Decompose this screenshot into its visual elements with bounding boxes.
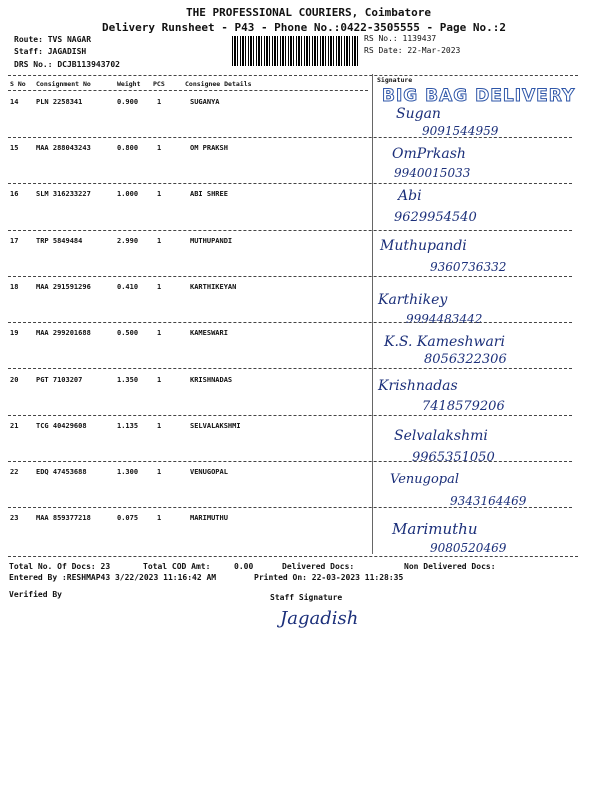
row-consignment: TCG 40429608 <box>36 422 87 430</box>
row-weight: 2.990 <box>117 237 139 245</box>
drs-number: DRS No.: DCJB113943702 <box>14 60 120 69</box>
row-consignment: PGT 7103207 <box>36 376 83 384</box>
row-weight: 0.900 <box>117 98 139 106</box>
total-cod-label: Total COD Amt: <box>143 562 211 571</box>
staff-signature-mark: Jagadish <box>280 608 359 629</box>
signature-column-divider <box>372 74 373 554</box>
row-divider <box>8 322 572 323</box>
row-phone: 9080520469 <box>430 541 507 555</box>
row-sno: 17 <box>10 237 19 245</box>
row-weight: 1.350 <box>117 376 139 384</box>
header-divider-top <box>8 75 578 76</box>
row-consignment: SLM 316233227 <box>36 190 91 198</box>
row-consignee: VENUGOPAL <box>190 468 228 476</box>
row-sno: 22 <box>10 468 19 476</box>
rs-date: RS Date: 22-Mar-2023 <box>364 46 461 55</box>
printed-on: Printed On: 22-03-2023 11:28:35 <box>254 573 404 582</box>
row-divider <box>8 415 572 416</box>
staff-signature-label: Staff Signature <box>270 593 343 602</box>
row-pcs: 1 <box>157 98 162 106</box>
row-consignee: SELVALAKSHMI <box>190 422 241 430</box>
header-divider-bottom <box>8 90 368 91</box>
row-consignment: EDQ 47453688 <box>36 468 87 476</box>
row-pcs: 1 <box>157 283 162 291</box>
staff-label: Staff: JAGADISH <box>14 47 87 56</box>
row-pcs: 1 <box>157 190 162 198</box>
row-weight: 0.075 <box>117 514 139 522</box>
row-consignee: ABI SHREE <box>190 190 228 198</box>
row-consignee: MARIMUTHU <box>190 514 228 522</box>
row-consignment: MAA 299201688 <box>36 329 91 337</box>
row-signature: Karthikey <box>378 292 448 308</box>
col-pcs: PCS <box>153 80 165 88</box>
row-weight: 0.500 <box>117 329 139 337</box>
verified-by: Verified By <box>9 590 62 599</box>
col-sno: S No <box>10 80 26 88</box>
row-phone: 9629954540 <box>394 210 477 225</box>
row-consignment: TRP 5849484 <box>36 237 83 245</box>
row-pcs: 1 <box>157 422 162 430</box>
row-pcs: 1 <box>157 237 162 245</box>
row-signature: Muthupandi <box>380 238 467 254</box>
row-consignment: MAA 859377218 <box>36 514 91 522</box>
row-sno: 16 <box>10 190 19 198</box>
rs-number: RS No.: 1139437 <box>364 34 437 43</box>
row-phone: 9360736332 <box>430 260 507 274</box>
row-consignee: MUTHUPANDI <box>190 237 233 245</box>
row-signature: Selvalakshmi <box>394 428 488 444</box>
row-divider <box>8 461 572 462</box>
col-signature: Signature <box>377 76 413 84</box>
row-sno: 20 <box>10 376 19 384</box>
row-pcs: 1 <box>157 514 162 522</box>
row-signature: Abi <box>398 188 422 204</box>
row-consignee: SUGANYA <box>190 98 220 106</box>
row-divider <box>8 137 572 138</box>
total-cod-value: 0.00 <box>234 562 254 571</box>
row-consignee: KARTHIKEYAN <box>190 283 237 291</box>
row-weight: 1.135 <box>117 422 139 430</box>
table-bottom-divider <box>8 556 578 557</box>
barcode <box>232 36 358 66</box>
row-consignment: MAA 291591296 <box>36 283 91 291</box>
row-sno: 19 <box>10 329 19 337</box>
row-consignee: KRISHNADAS <box>190 376 233 384</box>
row-phone: 9965351050 <box>412 450 495 465</box>
entered-by: Entered By :RESHMAP43 3/22/2023 11:16:42 AM <box>9 573 217 582</box>
row-consignee: OM PRAKSH <box>190 144 228 152</box>
col-consignment: Consignment No <box>36 80 91 88</box>
row-signature: K.S. Kameshwari <box>384 334 505 350</box>
row-pcs: 1 <box>157 376 162 384</box>
row-divider <box>8 507 572 508</box>
col-weight: Weight <box>117 80 141 88</box>
row-sno: 18 <box>10 283 19 291</box>
row-consignee: KAMESWARI <box>190 329 228 337</box>
row-sno: 15 <box>10 144 19 152</box>
row-signature: Sugan <box>396 106 441 122</box>
row-consignment: MAA 288043243 <box>36 144 91 152</box>
row-phone: 9994483442 <box>406 312 483 326</box>
row-weight: 0.410 <box>117 283 139 291</box>
row-signature: Venugopal <box>390 472 460 487</box>
col-consignee: Consignee Details <box>185 80 252 88</box>
company-title: THE PROFESSIONAL COURIERS, Coimbatore <box>186 6 432 19</box>
row-consignment: PLN 2258341 <box>36 98 83 106</box>
delivered-docs: Delivered Docs: <box>282 562 355 571</box>
row-divider <box>8 368 572 369</box>
route-label: Route: TVS NAGAR <box>14 35 92 44</box>
row-signature: OmPrkash <box>392 146 466 162</box>
row-phone: 9091544959 <box>422 124 499 138</box>
row-divider <box>8 183 572 184</box>
row-pcs: 1 <box>157 144 162 152</box>
row-sno: 23 <box>10 514 19 522</box>
row-weight: 1.300 <box>117 468 139 476</box>
row-phone: 8056322306 <box>424 352 507 367</box>
row-sno: 14 <box>10 98 19 106</box>
row-divider <box>8 276 572 277</box>
row-pcs: 1 <box>157 468 162 476</box>
total-docs: Total No. Of Docs: 23 <box>9 562 111 571</box>
row-phone: 9343164469 <box>450 494 527 508</box>
non-delivered-docs: Non Delivered Docs: <box>404 562 496 571</box>
runsheet-subtitle: Delivery Runsheet - P43 - Phone No.:0422-3505555 - Page No.:2 <box>102 21 506 34</box>
row-signature: Krishnadas <box>378 378 458 394</box>
row-pcs: 1 <box>157 329 162 337</box>
row-weight: 1.000 <box>117 190 139 198</box>
row-weight: 0.800 <box>117 144 139 152</box>
big-bag-delivery-stamp: BIG BAG DELIVERY <box>382 86 576 106</box>
row-phone: 9940015033 <box>394 166 471 180</box>
row-signature: Marimuthu <box>392 520 478 538</box>
row-divider <box>8 230 572 231</box>
row-phone: 7418579206 <box>422 399 505 414</box>
row-sno: 21 <box>10 422 19 430</box>
